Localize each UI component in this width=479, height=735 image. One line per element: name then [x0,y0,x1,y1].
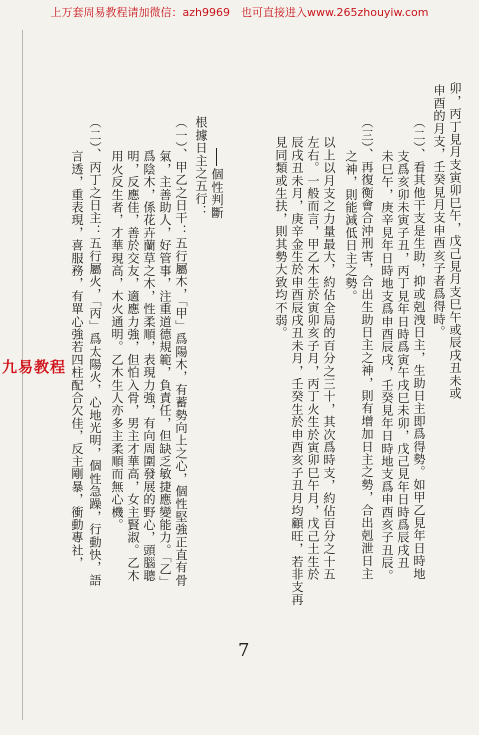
text-column: 言透，重表現，喜服務，有單心強若四柱配合欠佳，反主剛暴，衝動專社， [70,150,84,570]
text-column: （一）、甲乙之日干：五行屬木，「甲」爲陽木，有蓄勢向上之心，個性堅強正直有骨 [174,116,188,587]
watermark-label: 九易教程 [2,358,67,376]
text-column: 明，反應佳，善於交友，適應力強，但怕入骨，男主才華高，女主賢淑。乙木 [126,150,140,582]
text-column: 卯，丙丁見月支寅卯巳午，戊己見月支巳午或辰戌丑未或 [448,82,462,400]
section-heading: 個性判斷 [210,168,224,219]
text-column: 未巳午，庚辛見年日時地支爲申酉辰戌，壬癸見年日時地支爲申酉亥子丑辰。 [380,150,394,582]
text-column: 以上以月支之力量最大，約佔全局的百分之三十，其次爲時支，約佔百分之十五 [322,136,336,581]
text-column: 根據日主之五行： [194,116,208,218]
text-column: 之神，則能減低日主之勢。 [344,150,358,303]
text-column: 見同類或生扶，則其勢大致均不弱。 [274,136,288,340]
text-column: （二）、丙丁之日主：五行屬火，「丙」爲太陽火，心地光明，個性急躁，行動快，語 [88,116,102,587]
text-column: （二）、看其他干支是生助，抑或剋洩日主，生助日主即爲得勢。如甲乙見年日時地 [412,116,426,580]
site-banner: 上万套周易教程请加微信：azh9969 也可直接进入www.265zhouyiw.com [50,6,429,19]
text-column: 辰戌丑未月，庚辛金生於申酉辰戌丑未月，壬癸生於申酉亥子丑月均顧旺，若非支再 [290,136,304,606]
text-column: 爲陰木，係花卉蘭草之木，性柔順，表現力強，有向周圍發展的野心，頭腦聰 [142,150,156,582]
text-column: （三）、再復衡會合沖刑害，合出生助日主之神，則有增加日主之勢，合出剋泄日主 [360,116,374,580]
text-column: 左右。一般而言，甲乙木生於寅卯亥子月，丙丁火生於寅卯巳午月，戊己土生於 [306,136,320,581]
text-column: 申酉的月支，壬癸見月支申酉亥子者爲得時。 [432,84,446,338]
heading-rule [216,148,217,166]
text-column: 支爲亥卯未寅子丑，丙丁見年日時爲寅午戌巳未卯，戊己見年日時爲辰戌丑 [396,150,410,570]
text-column: 氣，主善助人，好管事，注重道德規範，負責任，但缺乏敏捷應變能力。「乙」 [158,150,172,589]
page-number: 7 [238,640,250,661]
text-column: 用火反生者，才華現高，木火通明。乙木生人亦多主柔順而無心機。 [110,150,124,531]
